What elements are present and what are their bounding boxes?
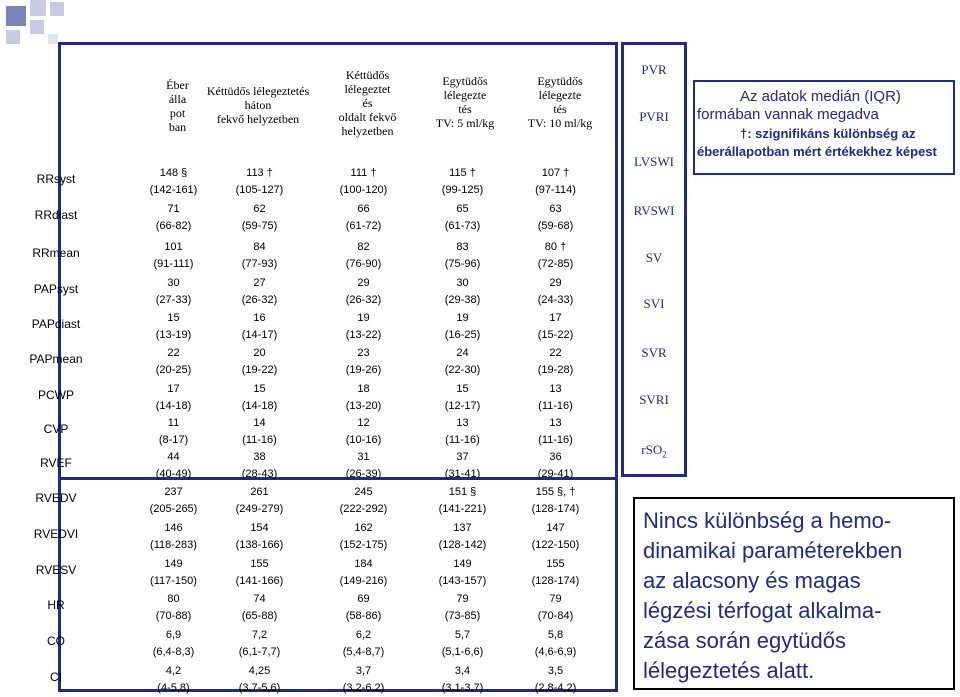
table-cell bbox=[415, 520, 510, 554]
conclusion-line: zása során egytüdős bbox=[643, 628, 847, 653]
cell-median: 4,25 bbox=[248, 665, 271, 677]
conclusion-line: légzési térfogat alkalma- bbox=[643, 598, 882, 623]
cell-range: (75-96) bbox=[444, 258, 481, 270]
cell-range: (40-49) bbox=[155, 468, 192, 480]
table-cell bbox=[316, 275, 411, 309]
table-cell bbox=[126, 591, 221, 625]
cell-median: 36 bbox=[549, 451, 562, 463]
cell-range: (99-125) bbox=[441, 184, 484, 196]
cell-median: 62 bbox=[253, 203, 266, 215]
cell-range: (3,2-6,2) bbox=[342, 682, 385, 694]
table-cell bbox=[126, 345, 221, 379]
param-pvri: PVRI bbox=[639, 109, 669, 124]
cell-median: 31 bbox=[357, 451, 370, 463]
table-cell bbox=[212, 556, 307, 590]
table-cell bbox=[316, 449, 411, 483]
cell-range: (117-150) bbox=[150, 575, 197, 587]
cell-range: (91-111) bbox=[153, 258, 194, 270]
table-cell bbox=[508, 663, 603, 697]
cell-median: 79 bbox=[456, 593, 469, 605]
header-two-lung-lateral: Kéttüdős lélegeztet és oldalt fekvő helyzetben bbox=[338, 68, 397, 138]
cell-median: 147 bbox=[546, 522, 565, 534]
table-cell bbox=[212, 520, 307, 554]
cell-range: (128-174) bbox=[531, 575, 580, 587]
cell-median: 20 bbox=[253, 347, 266, 359]
cell-median: 3,4 bbox=[454, 665, 471, 677]
cell-range: (13-20) bbox=[345, 400, 382, 412]
cell-median: 63 bbox=[549, 203, 562, 215]
cell-median: 22 bbox=[167, 347, 180, 359]
table-cell bbox=[126, 310, 221, 344]
cell-median: 15 bbox=[167, 312, 180, 324]
cell-median: 15 bbox=[456, 383, 469, 395]
cell-range: (27-33) bbox=[155, 294, 192, 306]
cell-range: (77-93) bbox=[241, 258, 278, 270]
cell-range: (222-292) bbox=[339, 503, 388, 515]
cell-range: (118-283) bbox=[150, 539, 197, 551]
cell-range: (141-221) bbox=[438, 503, 487, 515]
cell-range: (143-157) bbox=[438, 575, 487, 587]
cell-range: (138-166) bbox=[235, 539, 284, 551]
cell-range: (4,6-6,9) bbox=[534, 646, 577, 658]
table-cell bbox=[508, 520, 603, 554]
cell-median: 149 bbox=[453, 558, 472, 570]
cell-median: 115 † bbox=[449, 167, 476, 179]
table-cell bbox=[212, 591, 307, 625]
table-cell bbox=[126, 484, 221, 518]
table-cell bbox=[212, 201, 307, 235]
cell-range: (128-142) bbox=[438, 539, 487, 551]
cell-median: 22 bbox=[549, 347, 562, 359]
table-cell bbox=[212, 310, 307, 344]
row-label: CO bbox=[47, 634, 65, 648]
table-cell bbox=[126, 239, 221, 273]
table-cell bbox=[212, 627, 307, 661]
table-cell bbox=[316, 381, 411, 415]
cell-range: (14-18) bbox=[155, 400, 192, 412]
table-cell bbox=[415, 591, 510, 625]
table-cell bbox=[508, 345, 603, 379]
cell-median: 155 bbox=[546, 558, 565, 570]
cell-range: (59-68) bbox=[537, 220, 574, 232]
cell-median: 237 bbox=[164, 486, 183, 498]
cell-median: 80 † bbox=[544, 241, 567, 253]
cell-range: (22-30) bbox=[444, 364, 481, 376]
cell-median: 44 bbox=[167, 451, 180, 463]
cell-median: 154 bbox=[250, 522, 269, 534]
cell-median: 111 † bbox=[350, 167, 377, 179]
cell-range: (141-166) bbox=[235, 575, 284, 587]
table-cell bbox=[508, 381, 603, 415]
cell-median: 113 † bbox=[246, 167, 273, 179]
note-line-2: formában vannak megadva bbox=[697, 106, 879, 123]
cell-range: (249-279) bbox=[235, 503, 284, 515]
cell-median: 17 bbox=[167, 383, 180, 395]
table-cell bbox=[212, 663, 307, 697]
table-cell bbox=[316, 627, 411, 661]
table-cell bbox=[316, 345, 411, 379]
table-cell bbox=[316, 415, 411, 449]
cell-median: 6,9 bbox=[165, 629, 182, 641]
cell-range: (24-33) bbox=[537, 294, 574, 306]
table-cell bbox=[212, 239, 307, 273]
cell-range: (61-73) bbox=[444, 220, 481, 232]
table-cell bbox=[508, 627, 603, 661]
cell-median: 3,7 bbox=[355, 665, 372, 677]
cell-median: 30 bbox=[167, 277, 180, 289]
cell-median: 37 bbox=[456, 451, 469, 463]
row-label: CVP bbox=[43, 422, 69, 436]
cell-range: (152-175) bbox=[339, 539, 388, 551]
row-label: PAPdiast bbox=[31, 317, 81, 331]
cell-range: (26-39) bbox=[345, 468, 382, 480]
table-cell bbox=[415, 627, 510, 661]
row-label: RVESV bbox=[35, 563, 77, 577]
cell-median: 16 bbox=[253, 312, 266, 324]
cell-median: 4,2 bbox=[165, 665, 182, 677]
table-cell bbox=[126, 381, 221, 415]
conclusion-line: Nincs különbség a hemo- bbox=[643, 508, 892, 533]
cell-range: (66-82) bbox=[155, 220, 192, 232]
cell-median: 14 bbox=[253, 417, 266, 429]
cell-median: 24 bbox=[456, 347, 469, 359]
table-cell bbox=[508, 556, 603, 590]
table-cell bbox=[126, 663, 221, 697]
cell-range: (122-150) bbox=[531, 539, 580, 551]
cell-range: (14-18) bbox=[241, 400, 278, 412]
table-cell bbox=[508, 310, 603, 344]
cell-range: (142-161) bbox=[149, 184, 198, 196]
cell-median: 13 bbox=[549, 383, 562, 395]
table-cell bbox=[126, 520, 221, 554]
cell-range: (11-16) bbox=[538, 434, 573, 446]
param-svri: SVRI bbox=[639, 392, 669, 407]
cell-range: (70-88) bbox=[155, 610, 192, 622]
cell-median: 13 bbox=[456, 417, 469, 429]
table-cell bbox=[508, 201, 603, 235]
header-one-lung-tv10: Egytüdős lélegezte tés TV: 10 ml/kg bbox=[527, 74, 593, 130]
cell-median: 101 bbox=[164, 241, 183, 253]
cell-range: (72-85) bbox=[537, 258, 574, 270]
cell-range: (11-16) bbox=[445, 434, 480, 446]
cell-range: (11-16) bbox=[242, 434, 277, 446]
cell-median: 29 bbox=[357, 277, 370, 289]
table-cell bbox=[126, 415, 221, 449]
cell-median: 146 bbox=[164, 522, 183, 534]
cell-range: (105-127) bbox=[235, 184, 284, 196]
table-cell bbox=[415, 239, 510, 273]
cell-range: (76-90) bbox=[345, 258, 382, 270]
cell-median: 13 bbox=[549, 417, 562, 429]
param-lvswi: LVSWI bbox=[634, 154, 674, 169]
cell-range: (16-25) bbox=[444, 329, 481, 341]
table-cell bbox=[126, 627, 221, 661]
table-cell bbox=[316, 663, 411, 697]
table-cell bbox=[508, 591, 603, 625]
table-cell bbox=[508, 239, 603, 273]
cell-range: (58-86) bbox=[345, 610, 382, 622]
cell-range: (128-174) bbox=[531, 503, 580, 515]
cell-median: 5,7 bbox=[454, 629, 471, 641]
table-cell bbox=[415, 310, 510, 344]
cell-median: 12 bbox=[357, 417, 370, 429]
table-cell bbox=[415, 449, 510, 483]
row-label: RVEDVI bbox=[33, 527, 79, 541]
cell-median: 17 bbox=[549, 312, 562, 324]
cell-range: (19-28) bbox=[537, 364, 574, 376]
cell-range: (19-22) bbox=[241, 364, 278, 376]
conclusion-line: lélegeztetés alatt. bbox=[643, 658, 815, 683]
param-svi: SVI bbox=[643, 296, 665, 311]
cell-range: (14-17) bbox=[241, 329, 278, 341]
note-line-3: †: szignifikáns különbség az bbox=[740, 126, 916, 141]
cell-range: (149-216) bbox=[339, 575, 388, 587]
param-svr: SVR bbox=[641, 345, 667, 360]
header-one-lung-tv5: Egytüdős lélegezte tés TV: 5 ml/kg bbox=[435, 74, 495, 130]
cell-range: (3,7-5,6) bbox=[238, 682, 281, 694]
cell-range: (65-88) bbox=[241, 610, 278, 622]
cell-median: 27 bbox=[253, 277, 266, 289]
cell-median: 65 bbox=[456, 203, 469, 215]
cell-median: 162 bbox=[354, 522, 373, 534]
cell-range: (205-265) bbox=[149, 503, 198, 515]
cell-range: (8-17) bbox=[158, 434, 189, 446]
row-label: HR bbox=[47, 598, 65, 612]
cell-range: (2,8-4,2) bbox=[534, 682, 577, 694]
cell-range: (12-17) bbox=[444, 400, 481, 412]
note-line-4: éberállapotban mért értékekhez képest bbox=[697, 144, 937, 159]
cell-range: (10-16) bbox=[345, 434, 382, 446]
cell-range: (6,4-8,3) bbox=[152, 646, 195, 658]
table-cell bbox=[508, 165, 603, 199]
conclusion-line: az alacsony és magas bbox=[643, 568, 861, 593]
table-cell bbox=[126, 556, 221, 590]
table-cell bbox=[212, 415, 307, 449]
table-cell bbox=[415, 381, 510, 415]
header-two-lung-supine: Kéttüdős lélegeztetés háton fekvő helyzetben bbox=[206, 84, 310, 126]
cell-median: 137 bbox=[453, 522, 472, 534]
table-cell bbox=[415, 484, 510, 518]
cell-range: (15-22) bbox=[537, 329, 574, 341]
table-cell bbox=[316, 556, 411, 590]
cell-median: 184 bbox=[354, 558, 373, 570]
row-label: RRdiast bbox=[34, 208, 78, 222]
cell-range: (73-85) bbox=[444, 610, 481, 622]
param-rvswi: RVSWI bbox=[633, 203, 675, 218]
cell-median: 79 bbox=[549, 593, 562, 605]
cell-median: 11 bbox=[167, 417, 180, 429]
cell-range: (28-43) bbox=[241, 468, 278, 480]
cell-range: (5,1-6,6) bbox=[441, 646, 484, 658]
table-cell bbox=[415, 275, 510, 309]
cell-median: 19 bbox=[456, 312, 469, 324]
cell-median: 155 bbox=[250, 558, 269, 570]
param-sv: SV bbox=[645, 250, 663, 265]
header-awake: Éber álla pot ban bbox=[166, 78, 189, 134]
table-cell bbox=[316, 520, 411, 554]
cell-range: (4-5,8) bbox=[157, 682, 190, 694]
row-label: PAPmean bbox=[29, 352, 83, 366]
cell-range: (26-32) bbox=[345, 294, 382, 306]
cell-range: (70-84) bbox=[537, 610, 574, 622]
param-rso2: rSO$_2$ bbox=[641, 442, 667, 460]
table-cell bbox=[126, 449, 221, 483]
row-label: RVEF bbox=[40, 456, 72, 470]
row-label: PCWP bbox=[38, 388, 74, 402]
cell-range: (29-38) bbox=[444, 294, 481, 306]
table-cell bbox=[212, 345, 307, 379]
row-label: CI bbox=[50, 670, 62, 684]
cell-median: 245 bbox=[354, 486, 373, 498]
table-cell bbox=[508, 275, 603, 309]
table-cell bbox=[415, 663, 510, 697]
cell-median: 18 bbox=[357, 383, 370, 395]
cell-median: 29 bbox=[549, 277, 562, 289]
table-cell bbox=[316, 310, 411, 344]
cell-range: (6,1-7,7) bbox=[238, 646, 281, 658]
row-label: PAPsyst bbox=[33, 282, 79, 296]
table-cell bbox=[415, 165, 510, 199]
cell-median: 6,2 bbox=[355, 629, 372, 641]
cell-median: 74 bbox=[253, 593, 266, 605]
cell-range: (19-26) bbox=[345, 364, 382, 376]
table-cell bbox=[316, 201, 411, 235]
cell-range: (26-32) bbox=[241, 294, 278, 306]
cell-median: 69 bbox=[357, 593, 370, 605]
cell-range: (97-114) bbox=[535, 184, 576, 196]
cell-median: 84 bbox=[253, 241, 266, 253]
table-cell bbox=[212, 449, 307, 483]
note-line-1: Az adatok medián (IQR) bbox=[740, 88, 901, 105]
cell-median: 83 bbox=[456, 241, 469, 253]
table-cell bbox=[508, 415, 603, 449]
cell-median: 261 bbox=[250, 486, 269, 498]
table-cell bbox=[415, 201, 510, 235]
cell-range: (59-75) bbox=[241, 220, 278, 232]
table-cell bbox=[316, 484, 411, 518]
cell-median: 30 bbox=[456, 277, 469, 289]
cell-median: 107 † bbox=[541, 167, 570, 179]
cell-range: (29-41) bbox=[537, 468, 574, 480]
cell-median: 23 bbox=[357, 347, 370, 359]
table-cell bbox=[415, 556, 510, 590]
table-cell bbox=[126, 165, 221, 199]
cell-median: 71 bbox=[167, 203, 180, 215]
cell-median: 80 bbox=[167, 593, 180, 605]
cell-median: 15 bbox=[253, 383, 266, 395]
cell-range: (61-72) bbox=[345, 220, 382, 232]
cell-range: (13-22) bbox=[345, 329, 382, 341]
cell-median: 66 bbox=[357, 203, 370, 215]
cell-median: 155 §, † bbox=[535, 486, 576, 498]
table-cell bbox=[212, 165, 307, 199]
cell-median: 38 bbox=[253, 451, 266, 463]
table-cell bbox=[212, 275, 307, 309]
cell-median: 82 bbox=[357, 241, 370, 253]
cell-median: 19 bbox=[357, 312, 370, 324]
cell-range: (20-25) bbox=[155, 364, 192, 376]
cell-range: (13-19) bbox=[155, 329, 192, 341]
table-cell bbox=[316, 165, 411, 199]
cell-median: 5,8 bbox=[547, 629, 564, 641]
cell-median: 149 bbox=[164, 558, 183, 570]
cell-median: 3,5 bbox=[547, 665, 564, 677]
cell-range: (11-16) bbox=[538, 400, 573, 412]
row-label: RRsyst bbox=[36, 172, 76, 186]
table-cell bbox=[212, 484, 307, 518]
cell-median: 151 § bbox=[448, 486, 477, 498]
table-cell bbox=[415, 415, 510, 449]
cell-median: 7,2 bbox=[251, 629, 268, 641]
cell-range: (5,4-8,7) bbox=[342, 646, 385, 658]
table-cell bbox=[316, 591, 411, 625]
cell-range: (100-120) bbox=[339, 184, 388, 196]
conclusion-line: dinamikai paraméterekben bbox=[643, 538, 903, 563]
row-label: RVEDV bbox=[35, 491, 77, 505]
table-cell bbox=[415, 345, 510, 379]
row-label: RRmean bbox=[32, 246, 80, 260]
cell-median: 148 § bbox=[159, 167, 188, 179]
cell-range: (3,1-3,7) bbox=[441, 682, 484, 694]
table-cell bbox=[508, 484, 603, 518]
table-cell bbox=[126, 275, 221, 309]
table-cell bbox=[126, 201, 221, 235]
table-cell bbox=[508, 449, 603, 483]
param-pvr: PVR bbox=[641, 62, 667, 77]
cell-range: (31-41) bbox=[444, 468, 481, 480]
table-cell bbox=[212, 381, 307, 415]
table-cell bbox=[316, 239, 411, 273]
